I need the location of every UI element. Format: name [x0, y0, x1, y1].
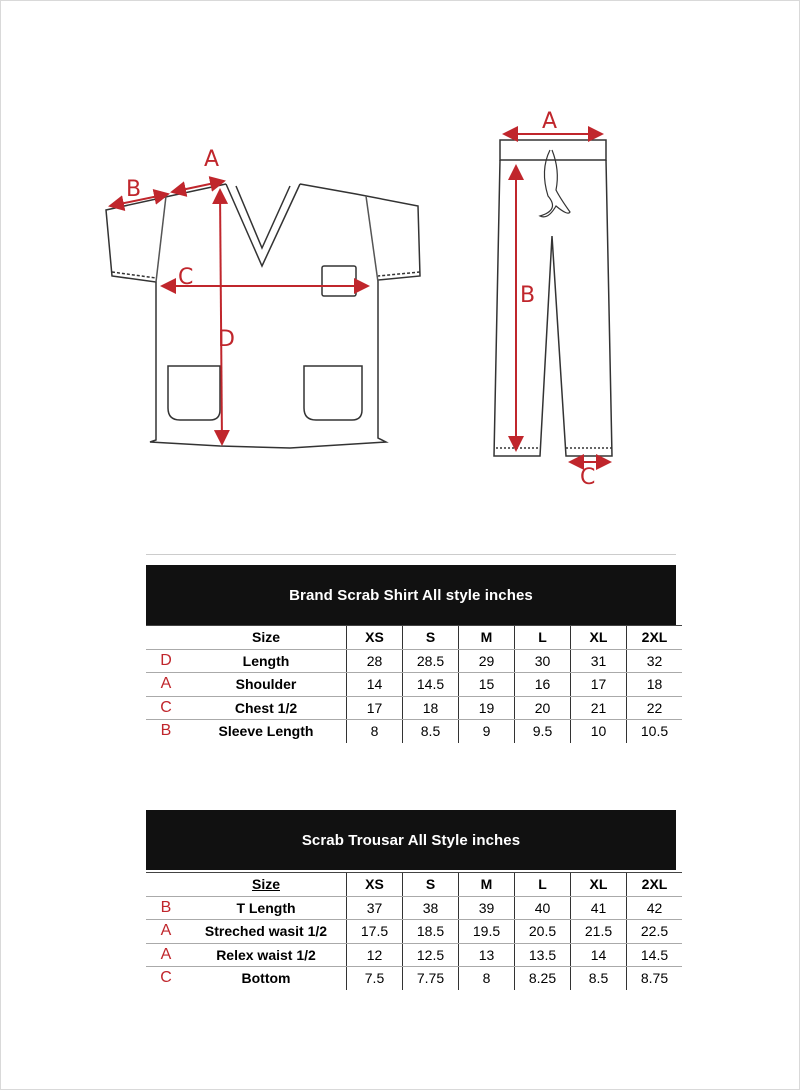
measure-name: Length: [186, 649, 347, 673]
value-cell: 16: [515, 673, 571, 697]
value-cell: 18: [627, 673, 683, 697]
shirt-label-a: A: [204, 147, 220, 172]
header-size-2xl: 2XL: [627, 873, 683, 897]
value-cell: 22.5: [627, 920, 683, 944]
sheet-column-strip: [146, 554, 676, 563]
value-cell: 18: [403, 696, 459, 720]
table-row: [146, 896, 682, 920]
value-cell: 37: [347, 896, 403, 920]
measure-name: Chest 1/2: [186, 696, 347, 720]
value-cell: 7.75: [403, 967, 459, 990]
value-cell: 10: [571, 720, 627, 743]
measure-name: Sleeve Length: [218, 723, 314, 740]
table-row: [146, 967, 682, 990]
value-cell: 14: [571, 943, 627, 967]
value-cell: 32: [627, 649, 683, 673]
shirt-diagram: [106, 184, 420, 448]
value-cell: 14.5: [627, 943, 683, 967]
value-cell: 31: [571, 649, 627, 673]
table-row: [146, 943, 682, 967]
value-cell: 28.5: [403, 649, 459, 673]
table-row: [146, 696, 682, 720]
measure-letter: B: [146, 896, 186, 920]
value-cell: 9: [459, 720, 515, 743]
header-size-label: Size: [186, 873, 347, 897]
measure-letter: C: [146, 696, 186, 720]
value-cell: 19: [459, 696, 515, 720]
header-size-s: S: [403, 873, 459, 897]
value-cell: 12: [347, 943, 403, 967]
value-cell: 17.5: [347, 920, 403, 944]
shirt-size-table: [146, 625, 682, 743]
value-cell: 29: [459, 649, 515, 673]
value-cell: 20.5: [515, 920, 571, 944]
trousers-label-b: B: [520, 283, 536, 308]
table-header-row: [146, 873, 682, 897]
shirt-chart-title: Brand Scrab Shirt All style inches: [146, 565, 676, 625]
value-cell: 14: [347, 673, 403, 697]
header-size-xs: XS: [347, 873, 403, 897]
value-cell: 10.5: [627, 720, 683, 743]
value-cell: 22: [627, 696, 683, 720]
trousers-chart-title: Scrab Trousar All Style inches: [146, 810, 676, 870]
value-cell: 20: [515, 696, 571, 720]
value-cell: 39: [459, 896, 515, 920]
value-cell: 8.5: [403, 720, 459, 743]
value-cell: 18.5: [403, 920, 459, 944]
value-cell: 17: [571, 673, 627, 697]
measure-name: T Length: [186, 896, 347, 920]
measure-letter: D: [146, 649, 186, 673]
header-size-m: M: [459, 626, 515, 650]
value-cell: 7.5: [347, 967, 403, 990]
value-cell: 8.75: [627, 967, 683, 990]
measure-name: Bottom: [241, 970, 291, 987]
shirt-measure-lines: [110, 181, 368, 444]
header-size-xs: XS: [347, 626, 403, 650]
measure-name: Shoulder: [186, 673, 347, 697]
shirt-label-b: B: [126, 177, 142, 202]
measurement-diagrams: [0, 0, 800, 520]
measure-letter: A: [146, 920, 186, 944]
header-size-s: S: [403, 626, 459, 650]
trousers-label-c: C: [580, 465, 596, 490]
table-row: [146, 673, 682, 697]
measure-name: Streched wasit 1/2: [186, 920, 347, 944]
header-size-label: Size: [186, 626, 347, 650]
measure-letter: C: [160, 969, 172, 987]
value-cell: 41: [571, 896, 627, 920]
value-cell: 8: [347, 720, 403, 743]
header-size-l: L: [515, 873, 571, 897]
shirt-label-d: D: [218, 327, 235, 352]
value-cell: 42: [627, 896, 683, 920]
trousers-size-table: [146, 872, 682, 990]
value-cell: 14.5: [403, 673, 459, 697]
header-size-m: M: [459, 873, 515, 897]
table-row: [146, 720, 682, 743]
value-cell: 21.5: [571, 920, 627, 944]
measure-letter: A: [146, 673, 186, 697]
table-row: [146, 920, 682, 944]
value-cell: 13.5: [515, 943, 571, 967]
measure-letter: B: [160, 722, 172, 740]
value-cell: 38: [403, 896, 459, 920]
measure-letter: A: [146, 943, 186, 967]
value-cell: 9.5: [515, 720, 571, 743]
trousers-diagram: [494, 140, 612, 456]
value-cell: 40: [515, 896, 571, 920]
value-cell: 13: [459, 943, 515, 967]
value-cell: 28: [347, 649, 403, 673]
shirt-size-chart: [146, 556, 676, 743]
shirt-label-c: C: [178, 265, 194, 290]
value-cell: 12.5: [403, 943, 459, 967]
header-size-xl: XL: [571, 626, 627, 650]
header-letter-cell: [146, 626, 186, 650]
table-header-row: [146, 626, 682, 650]
value-cell: 8.25: [515, 967, 571, 990]
header-size-l: L: [515, 626, 571, 650]
value-cell: 30: [515, 649, 571, 673]
header-size-xl: XL: [571, 873, 627, 897]
value-cell: 21: [571, 696, 627, 720]
value-cell: 8: [459, 967, 515, 990]
header-letter-cell: [146, 873, 186, 897]
table-row: [146, 649, 682, 673]
header-size-2xl: 2XL: [627, 626, 683, 650]
measure-name: Relex waist 1/2: [186, 943, 347, 967]
value-cell: 15: [459, 673, 515, 697]
value-cell: 8.5: [571, 967, 627, 990]
value-cell: 17: [347, 696, 403, 720]
value-cell: 19.5: [459, 920, 515, 944]
trousers-size-chart: [146, 810, 676, 990]
trousers-label-a: A: [542, 109, 558, 134]
